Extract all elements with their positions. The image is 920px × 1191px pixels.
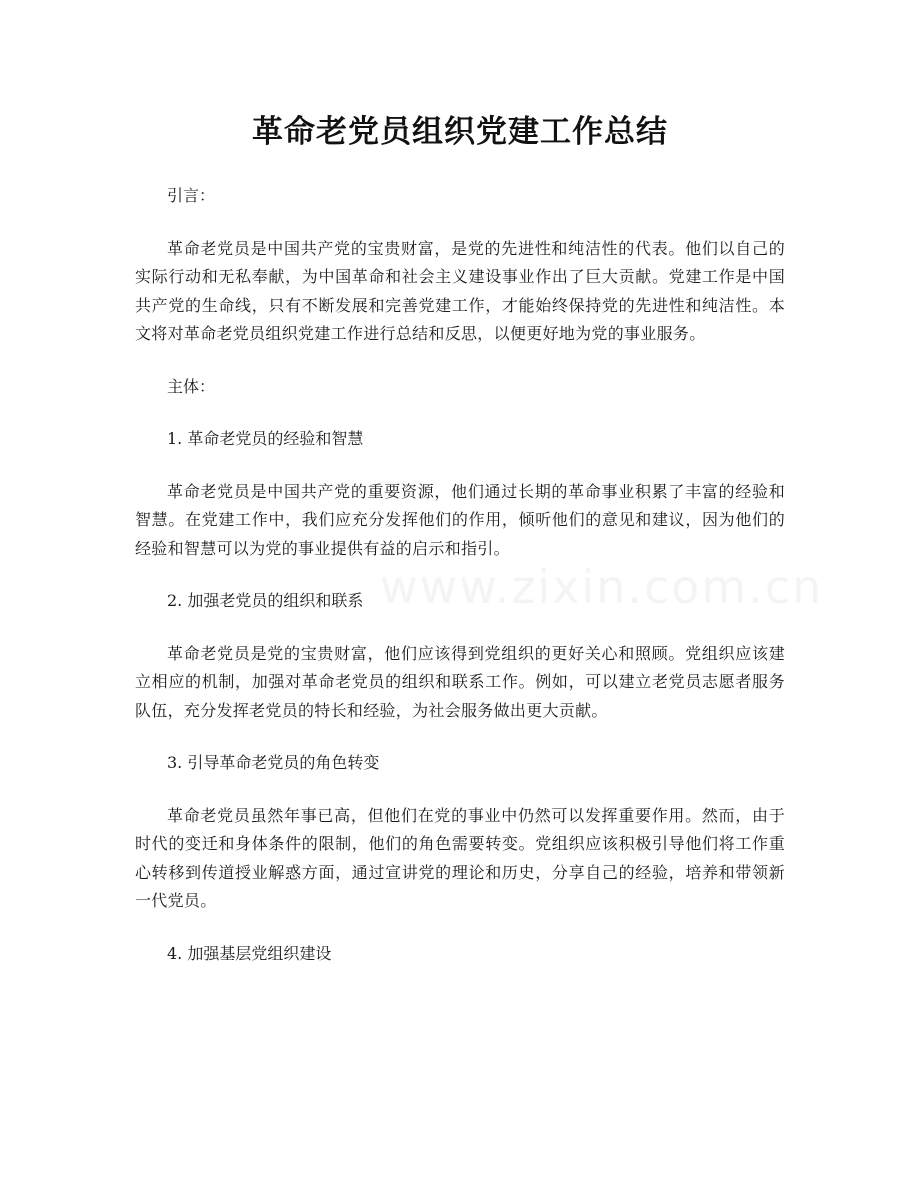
intro-paragraph: 革命老党员是中国共产党的宝贵财富，是党的先进性和纯洁性的代表。他们以自己的实际行动和无私奉献，为中国革命和社会主义建设事业作出了巨大贡献。党建工作是中国共产党的生命线，只有不断发展和完善党建工作，才能始终保持党的先进性和纯洁性。本文将对革命老党员组织党建工作进行总结和反思，以便更好地为党的事业服务。: [135, 238, 785, 343]
intro-label: 引言：: [167, 186, 216, 205]
section-heading-2: 2. 加强老党员的组织和联系: [167, 591, 364, 610]
document-title: 革命老党员组织党建工作总结: [252, 114, 668, 150]
section-paragraph-3: 革命老党员虽然年事已高，但他们在党的事业中仍然可以发挥重要作用。然而，由于时代的变迁和身体条件的限制，他们的角色需要转变。党组织应该积极引导他们将工作重心转移到传道授业解惑方面，通过宣讲党的理论和历史，分享自己的经验，培养和带领新一代党员。: [135, 805, 785, 910]
body-label: 主体：: [167, 376, 216, 396]
watermark-text: www.zixin.com.cn: [380, 560, 824, 614]
section-heading-1: 1. 革命老党员的经验和智慧: [167, 429, 364, 448]
document-content: [135, 110, 785, 968]
section-heading-4: 4. 加强基层党组织建设: [167, 943, 332, 963]
section-heading-3: 3. 引导革命老党员的角色转变: [167, 753, 380, 772]
section-paragraph-2: 革命老党员是党的宝贵财富，他们应该得到党组织的更好关心和照顾。党组织应该建立相应的机制，加强对革命老党员的组织和联系工作。例如，可以建立老党员志愿者服务队伍，充分发挥老党员的特长和经验，为社会服务做出更大贡献。: [135, 643, 785, 720]
section-paragraph-1: 革命老党员是中国共产党的重要资源，他们通过长期的革命事业积累了丰富的经验和智慧。在党建工作中，我们应充分发挥他们的作用，倾听他们的意见和建议，因为他们的经验和智慧可以为党的事业提供有益的启示和指引。: [135, 481, 785, 558]
